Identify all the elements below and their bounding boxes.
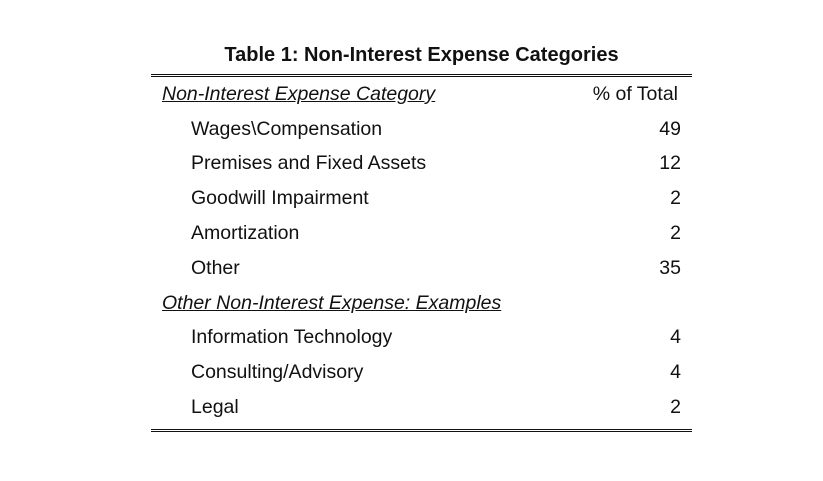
row-label: Other <box>191 256 240 279</box>
row-label: Consulting/Advisory <box>191 361 364 384</box>
row-label: Wages\Compensation <box>191 117 383 140</box>
table-row <box>151 147 692 182</box>
row-label: Goodwill Impairment <box>191 187 369 210</box>
percent-column-header: % of Total <box>592 82 678 105</box>
table-row <box>151 251 692 286</box>
row-value: 4 <box>670 326 681 349</box>
table-row <box>151 321 692 356</box>
row-value: 2 <box>670 222 681 245</box>
row-value: 49 <box>659 117 681 140</box>
table-header-row <box>151 77 692 112</box>
table-row <box>151 112 692 147</box>
table-row <box>151 181 692 216</box>
other-section-label: Other Non-Interest Expense: Examples <box>162 291 502 314</box>
row-label: Information Technology <box>191 326 393 349</box>
row-value: 4 <box>670 361 681 384</box>
table-body <box>151 77 692 425</box>
table-row <box>151 390 692 425</box>
row-value: 2 <box>670 187 681 210</box>
row-value: 35 <box>659 256 681 279</box>
category-column-header: Non-Interest Expense Category <box>162 82 436 105</box>
table-row <box>151 216 692 251</box>
bottom-double-rule <box>151 429 692 432</box>
table-row <box>151 355 692 390</box>
row-value: 12 <box>659 152 681 175</box>
other-section-header-row <box>151 286 692 321</box>
expense-table <box>151 38 692 432</box>
row-label: Premises and Fixed Assets <box>191 152 427 175</box>
row-label: Legal <box>191 396 239 419</box>
row-label: Amortization <box>191 222 300 245</box>
table-title: Table 1: Non-Interest Expense Categories <box>224 44 619 66</box>
row-value: 2 <box>670 396 681 419</box>
